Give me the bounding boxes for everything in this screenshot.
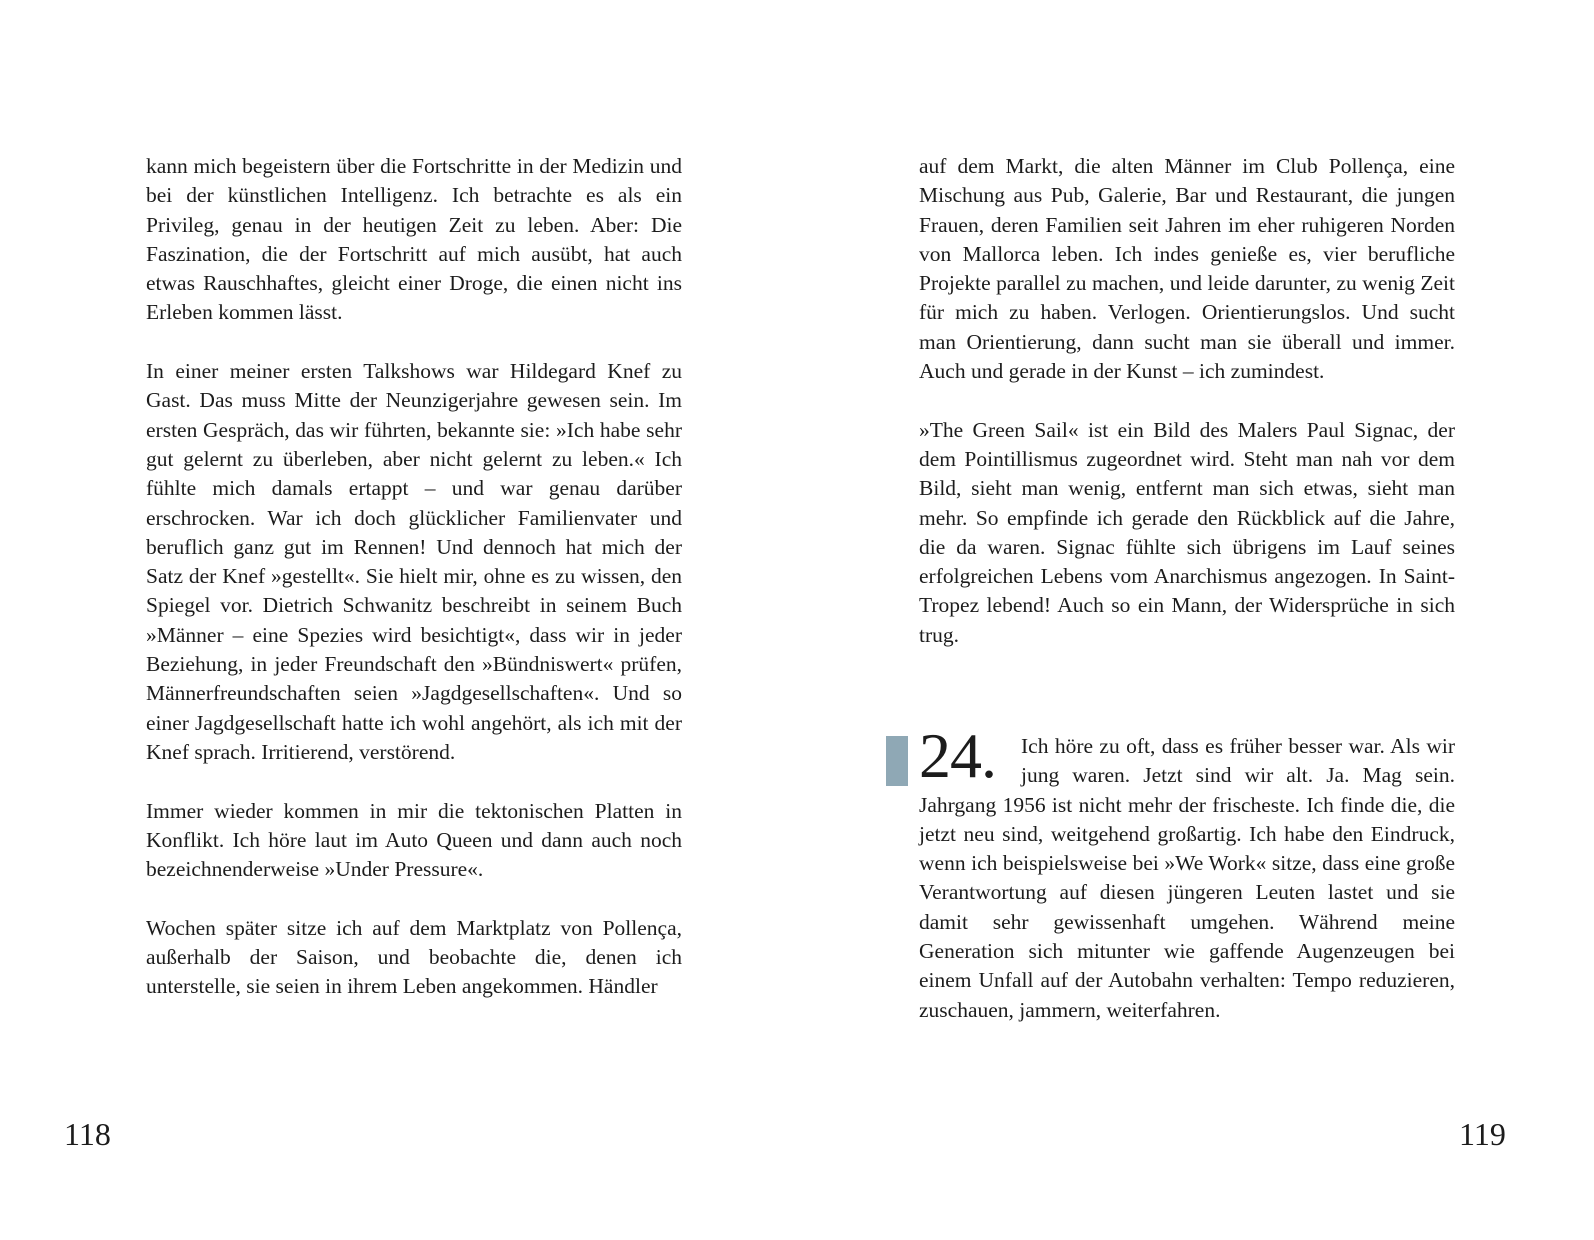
- paragraph: Wochen später sitze ich auf dem Marktplatz von Pollença, außerhalb der Saison, und beobachte die, denen ich unterstelle, sie seien in ihrem Leben angekommen. Händler: [146, 915, 682, 999]
- chapter-body: Ich höre zu oft, dass es früher besser war. Als wir jung waren. Jetzt sind wir alt. Ja. Mag sein. Jahrgang 1956 ist nicht mehr der frischeste. Ich finde die, die jetzt neu sind, weitgehend großartig. Ich habe den Eindruck, wenn ich beispielsweise bei »We Work« sitze, dass eine große Verantwortung auf diesen jüngeren Leuten lastet und sie damit sehr gewissenhaft umgehen. Während meine Generation sich mitunter wie gaffende Augenzeugen bei einem Unfall auf der Autobahn verhalten: Tempo reduzieren, zuschauen, jammern, weiterfahren.: [919, 734, 1455, 1022]
- left-page-text: [146, 152, 682, 1002]
- page-number: 118: [64, 1116, 111, 1152]
- right-page-text: [919, 152, 1455, 650]
- paragraph: Immer wieder kommen in mir die tektonischen Platten in Konflikt. Ich höre laut im Auto Queen und dann auch noch bezeichnenderweise »Under Pressure«.: [146, 798, 682, 882]
- page-number: 119: [1459, 1116, 1506, 1152]
- paragraph: »The Green Sail« ist ein Bild des Malers Paul Signac, der dem Pointillismus zugeordnet wird. Steht man nah vor dem Bild, sieht man wenig, entfernt man sich etwas, sieht man mehr. So empfinde ich gerade den Rückblick auf die Jahre, die da waren. Signac fühlte sich übrigens im Lauf seines erfolgreichen Lebens vom Anarchismus angezogen. In Saint-Tropez lebend! Auch so ein Mann, der Widersprüche in sich trug.: [919, 417, 1455, 647]
- paragraph: auf dem Markt, die alten Männer im Club Pollença, eine Mischung aus Pub, Galerie, Bar und Restaurant, die jungen Frauen, deren Familien seit Jahren im eher ruhigeren Norden von Mallorca leben. Ich indes genieße es, vier berufliche Projekte parallel zu machen, und leide darunter, zu wenig Zeit für mich zu haben. Verlogen. Orientierungslos. Und sucht man Orientierung, dann sucht man sie überall und immer. Auch und gerade in der Kunst – ich zumindest.: [919, 154, 1455, 384]
- paragraph: kann mich begeistern über die Fortschritte in der Medizin und bei der künstlichen Intelligenz. Ich betrachte es als ein Privileg, genau in der heutigen Zeit zu leben. Aber: Die Faszination, die der Fortschritt auf mich ausübt, hat auch etwas Rauschhaftes, gleicht einer Droge, die einen nicht ins Erleben kommen lässt.: [146, 154, 682, 325]
- chapter-text: [919, 732, 1455, 1025]
- chapter-marker: [886, 736, 908, 786]
- paragraph: In einer meiner ersten Talkshows war Hildegard Knef zu Gast. Das muss Mitte der Neunzigerjahre gewesen sein. Im ersten Gespräch, das wir führten, bekannte sie: »Ich habe sehr gut gelernt zu überleben, aber nicht gelernt zu leben.« Ich fühlte mich damals ertappt – und war genau darüber erschrocken. War ich doch glücklicher Familienvater und beruflich ganz gut im Rennen! Und dennoch hat mich der Satz der Knef »gestellt«. Sie hielt mir, ohne es zu wissen, den Spiegel vor. Dietrich Schwanitz beschreibt in seinem Buch »Männer – eine Spezies wird besichtigt«, dass wir in jeder Beziehung, in jeder Freundschaft den »Bündniswert« prüfen, Männerfreundschaften seien »Jagdgesellschaften«. Und so einer Jagdgesellschaft hatte ich wohl angehört, als ich mit der Knef sprach. Irritierend, verstörend.: [146, 359, 682, 764]
- right-page: [797, 0, 1594, 1240]
- chapter-number: 24.: [919, 720, 996, 791]
